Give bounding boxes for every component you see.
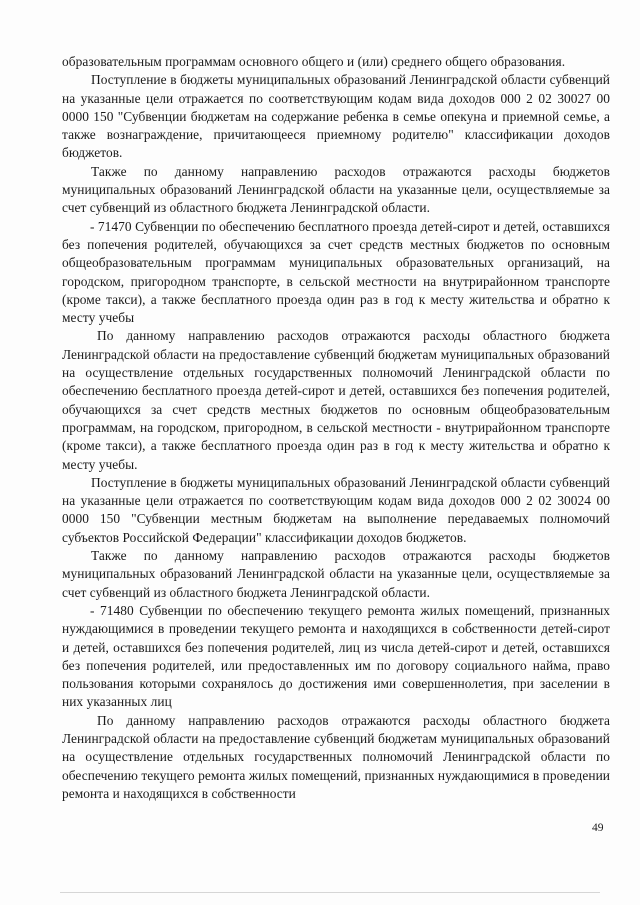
item-71480: - 71480 Субвенции по обеспечению текущего ремонта жилых помещений, признанных нуждающимися в проведении текущего ремонта и находящихся в собственности детей-сирот и детей, оставшихся без попечения родителей, лиц из числа детей-сирот и детей, оставшихся без попечения родителей, или предоставленных им по договору социального найма, право пользования которыми сохранялось до достижения ими совершеннолетия, при заселении в них указанных лиц	[62, 602, 610, 710]
paragraph-5: По данному направлению расходов отражаются расходы областного бюджета Ленинградской области на предоставление субвенций бюджетам муниципальных образований на осуществление отдельных государственных полномочий Ленинградской области по обеспечению бесплатного проезда детей-сирот и детей, оставшихся без попечения родителей, обучающихся за счет средств местных бюджетов по основным общеобразовательным программам, на городском, пригородном, в сельской местности - внутрирайонном транспорте (кроме такси), а также бесплатного проезда один раз в год к месту жительства и обратно к месту учебы.	[62, 328, 610, 472]
paragraph-2: Поступление в бюджеты муниципальных образований Ленинградской области субвенций на указанные цели отражается по соответствующим кодам вида доходов 000 2 02 30027 00 0000 150 "Субвенции бюджетам на содержание ребенка в семье опекуна и приемной семье, а также вознаграждение, причитающееся приемному родителю" классификации доходов бюджетов.	[62, 72, 610, 161]
paragraph-3: Также по данному направлению расходов отражаются расходы бюджетов муниципальных образований Ленинградской области на указанные цели, осуществляемые за счет субвенций из областного бюджета Ленинградской области.	[62, 163, 610, 216]
scan-edge-line	[60, 892, 600, 893]
paragraph-1: образовательным программам основного общего и (или) среднего общего образования.	[62, 54, 566, 69]
paragraph-6: Поступление в бюджеты муниципальных образований Ленинградской области субвенций на указанные цели отражается по соответствующим кодам вида доходов 000 2 02 30024 00 0000 150 "Субвенции местным бюджетам на выполнение передаваемых полномочий субъектов Российской Федерации" классификации доходов бюджетов.	[62, 474, 610, 545]
page-number: 49	[592, 822, 604, 834]
paragraph-9: По данному направлению расходов отражаются расходы областного бюджета Ленинградской области на предоставление субвенций бюджетам муниципальных образований на осуществление отдельных государственных полномочий Ленинградской области по обеспечению текущего ремонта жилых помещений, признанных нуждающимися в проведении ремонта и находящихся в собственности	[62, 712, 610, 801]
document-body	[62, 53, 610, 803]
paragraph-7: Также по данному направлению расходов отражаются расходы бюджетов муниципальных образований Ленинградской области на указанные цели, осуществляемые за счет субвенций из областного бюджета Ленинградской области.	[62, 548, 610, 600]
item-71470: - 71470 Субвенции по обеспечению бесплатного проезда детей-сирот и детей, оставшихся без попечения родителей, обучающихся за счет средств местных бюджетов по основным общеобразовательным программам муниципальных образовательных организаций, на городском, пригородном транспорте, в сельской местности на внутрирайонном транспорте (кроме такси), а также бесплатного проезда один раз в год к месту жительства и обратно к месту учебы	[62, 218, 610, 326]
